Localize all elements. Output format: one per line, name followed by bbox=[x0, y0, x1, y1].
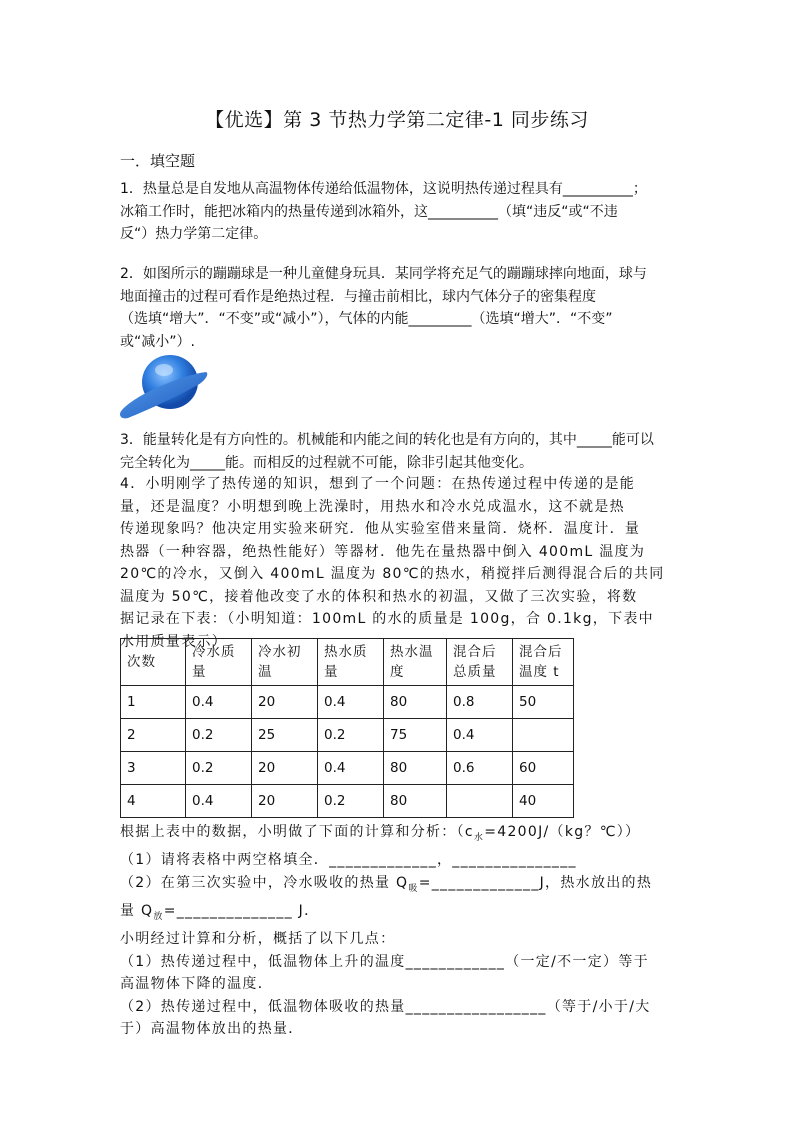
table-header-cell: 热水质 量 bbox=[318, 639, 384, 686]
table-header-row bbox=[121, 639, 574, 686]
table-cell: 0.2 bbox=[318, 719, 384, 752]
table-cell: 80 bbox=[384, 686, 447, 719]
table-cell: 1 bbox=[121, 686, 186, 719]
table-cell: 80 bbox=[384, 752, 447, 785]
table-cell: 75 bbox=[384, 719, 447, 752]
table-cell: 0.4 bbox=[186, 785, 252, 818]
table-cell: 0.4 bbox=[447, 719, 513, 752]
analysis-line: 根据上表中的数据，小明做了下面的计算和分析：（$c_水=4200J/(kg$？℃）） bbox=[120, 824, 641, 843]
question-1 bbox=[120, 178, 680, 246]
question-2 bbox=[120, 263, 680, 353]
question-3-line: 3．能量转化是有方向性的。机械能和内能之间的转化也是有方向的，其中_____能可以 bbox=[120, 432, 654, 448]
table-cell bbox=[513, 719, 574, 752]
table-header-cell: 混合后 总质量 bbox=[447, 639, 513, 686]
question-1-line: 冰箱工作时，能把冰箱内的热量传递到冰箱外，这__________（填“违反“或“不违 bbox=[120, 203, 618, 220]
analysis-line: 于）高温物体放出的热量． bbox=[120, 1021, 304, 1038]
question-2-line: 地面撞击的过程可看作是绝热过程．与撞击前相比，球内气体分子的密集程度 bbox=[120, 288, 596, 305]
table-cell: 0.6 bbox=[447, 752, 513, 785]
table-cell: 20 bbox=[252, 752, 318, 785]
table-cell: 20 bbox=[252, 785, 318, 818]
table-cell: 4 bbox=[121, 785, 186, 818]
analysis-line: （1）热传递过程中，低温物体上升的温度____________（一定/不一定）等于 bbox=[120, 953, 649, 970]
question-2-line: 或“减小”）. bbox=[120, 333, 195, 350]
question-4-line: 温度为 50℃，接着他改变了水的体积和热水的初温，又做了三次实验，将数 bbox=[120, 588, 638, 605]
analysis-line: 量 $Q_放=\_\_\_\_\_\_\_\_\_\_\_\_\_\_$ J． bbox=[120, 903, 320, 922]
question-4-line: 水用质量表示） bbox=[120, 633, 228, 650]
section-heading: 一．填空题 bbox=[120, 152, 196, 170]
table-row bbox=[121, 719, 574, 752]
question-2-line: （选填“增大”．“不变”或“减小”），气体的内能_________（选填“增大”．“不变” bbox=[120, 311, 613, 327]
table-cell: 20 bbox=[252, 686, 318, 719]
table-cell bbox=[447, 785, 513, 818]
table-header-cell: 次数 bbox=[121, 639, 186, 686]
question-4-line: 热器（一种容器，绝热性能好）等器材．他先在量热器中倒入 400mL 温度为 bbox=[120, 543, 646, 560]
analysis-line: 高温物体下降的温度． bbox=[120, 976, 273, 993]
table-cell: 50 bbox=[513, 686, 574, 719]
table-cell: 0.2 bbox=[186, 719, 252, 752]
table-header-cell: 热水温 度 bbox=[384, 639, 447, 686]
table-row bbox=[121, 785, 574, 818]
question-4-line: 4．小明刚学了热传递的知识，想到了一个问题：在热传递过程中传递的是能 bbox=[120, 476, 636, 492]
question-4-line: 20℃的冷水，又倒入 400mL 温度为 80℃的热水，稍搅拌后测得混合后的共同 bbox=[120, 566, 665, 582]
question-4 bbox=[120, 473, 680, 653]
table-cell: 80 bbox=[384, 785, 447, 818]
question-2-line: 2．如图所示的蹦蹦球是一种儿童健身玩具．某同学将充足气的蹦蹦球摔向地面，球与 bbox=[120, 266, 647, 282]
table-cell: 0.4 bbox=[318, 686, 384, 719]
table-cell: 0.4 bbox=[186, 686, 252, 719]
table-cell: 0.4 bbox=[318, 752, 384, 785]
question-3-line: 完全转化为_____能。而相反的过程就不可能，除非引起其他变化。 bbox=[120, 454, 533, 471]
analysis-block bbox=[120, 821, 680, 1041]
table-header-cell: 冷水质 量 bbox=[186, 639, 252, 686]
question-1-line: 反“）热力学第二定律。 bbox=[120, 226, 268, 242]
bouncing-ball-image bbox=[118, 352, 210, 422]
table-row bbox=[121, 686, 574, 719]
page-title: 【优选】第 3 节热力学第二定律-1 同步练习 bbox=[205, 109, 589, 131]
table-cell: 60 bbox=[513, 752, 574, 785]
question-4-line: 传递现象吗？他决定用实验来研究．他从实验室借来量筒．烧杯．温度计．量 bbox=[120, 521, 641, 537]
analysis-line: （2）在第三次实验中，冷水吸收的热量 $Q_吸=\_\_\_\_\_\_\_\_\_\_\_\_\_J$，热水放出的热 bbox=[120, 874, 653, 894]
table-cell: 25 bbox=[252, 719, 318, 752]
table-cell: 0.8 bbox=[447, 686, 513, 719]
table-cell: 0.2 bbox=[186, 752, 252, 785]
table-cell: 2 bbox=[121, 719, 186, 752]
analysis-line: （1）请将表格中两空格填全．_____________，_______________ bbox=[120, 852, 577, 869]
question-3 bbox=[120, 429, 680, 474]
table-cell: 3 bbox=[121, 752, 186, 785]
question-4-line: 量，还是温度？小明想到晚上洗澡时，用热水和冷水兑成温水，这不就是热 bbox=[120, 498, 625, 515]
question-1-line: 1．热量总是自发地从高温物体传递给低温物体，这说明热传递过程具有__________； bbox=[120, 181, 647, 197]
table-cell: 40 bbox=[513, 785, 574, 818]
experiment-table bbox=[120, 638, 574, 818]
analysis-line: （2）热传递过程中，低温物体吸收的热量_________________（等于/小于/大 bbox=[120, 998, 651, 1015]
table-header-cell: 混合后 温度 t bbox=[513, 639, 574, 686]
question-4-line: 据记录在下表：（小明知道：100mL 的水的质量是 100g，合 0.1kg，下表中 bbox=[120, 611, 654, 627]
analysis-line: 小明经过计算和分析，概括了以下几点： bbox=[120, 931, 396, 948]
table-row bbox=[121, 752, 574, 785]
table-cell: 0.2 bbox=[318, 785, 384, 818]
table-header-cell: 冷水初 温 bbox=[252, 639, 318, 686]
